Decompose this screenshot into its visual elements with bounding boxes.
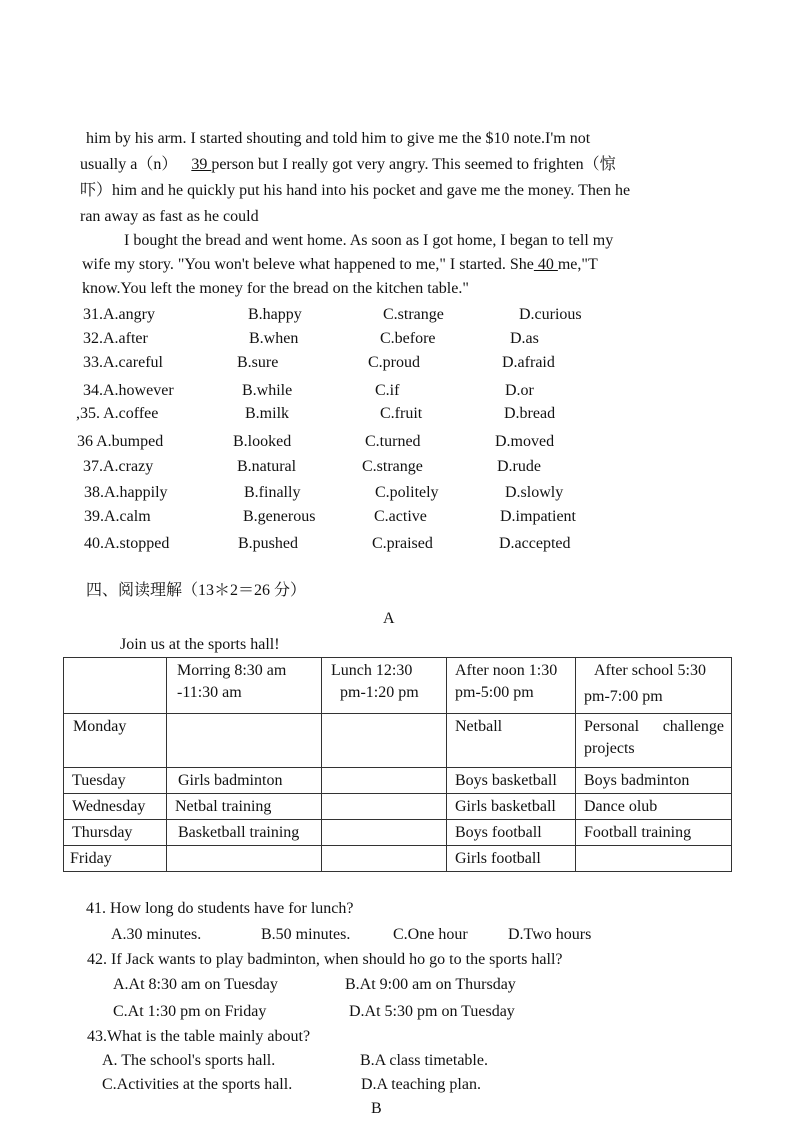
option-31a: 31.A.angry	[83, 306, 155, 323]
passage-line: ran away as fast as he could	[80, 208, 259, 225]
header-lunch-line: pm-1:20 pm	[340, 684, 419, 701]
afternoon-cell: Girls football	[447, 846, 576, 872]
after-school-word: challenge	[662, 718, 724, 735]
table-header-row	[64, 658, 732, 714]
option-35c: C.fruit	[380, 405, 423, 422]
table-intro: Join us at the sports hall!	[120, 636, 280, 653]
question-43: 43.What is the table mainly about?	[87, 1028, 311, 1045]
lunch-cell	[322, 846, 447, 872]
section-heading: 四、阅读理解（13＊2＝26 分）	[86, 582, 307, 599]
passage-line	[82, 257, 598, 273]
after-school-cell: Football training	[576, 820, 732, 846]
table-row	[64, 794, 732, 820]
option-39a: 39.A.calm	[84, 508, 151, 525]
option-35a: ,35. A.coffee	[76, 405, 159, 422]
afternoon-cell: Boys football	[447, 820, 576, 846]
day-cell: Friday	[64, 846, 167, 872]
option-39b: B.generous	[243, 508, 316, 525]
option-37a: 37.A.crazy	[83, 458, 154, 475]
header-lunch-line: Lunch 12:30	[331, 662, 413, 679]
option-36c: C.turned	[365, 433, 421, 450]
after-school-cell	[576, 714, 732, 768]
option-42c: C.At 1:30 pm on Friday	[113, 1003, 267, 1020]
option-31b: B.happy	[248, 306, 302, 323]
afternoon-cell: Boys basketball	[447, 768, 576, 794]
blank-40: 40	[533, 256, 558, 273]
option-33b: B.sure	[237, 354, 279, 371]
afternoon-cell: Netball	[447, 714, 576, 768]
option-36b: B.looked	[233, 433, 292, 450]
option-42a: A.At 8:30 am on Tuesday	[113, 976, 278, 993]
morning-cell	[167, 846, 322, 872]
option-34c: C.if	[375, 382, 400, 399]
after-school-line: projects	[584, 740, 635, 757]
passage-line: him by his arm. I started shouting and told him to give me the $10 note.I'm not	[86, 130, 591, 147]
option-41d: D.Two hours	[508, 926, 592, 943]
option-41b: B.50 minutes.	[261, 926, 351, 943]
lunch-cell	[322, 768, 447, 794]
passage-text: me,"T	[557, 256, 598, 273]
option-40b: B.pushed	[238, 535, 298, 552]
option-34a: 34.A.however	[83, 382, 174, 399]
table-row	[64, 820, 732, 846]
header-afternoon-line: pm-5:00 pm	[455, 684, 534, 701]
option-43d: D.A teaching plan.	[361, 1076, 481, 1093]
header-after-school-line: pm-7:00 pm	[584, 688, 663, 705]
after-school-line	[584, 716, 724, 738]
question-42: 42. If Jack wants to play badminton, when should ho go to the sports hall?	[87, 951, 563, 968]
option-41a: A.30 minutes.	[111, 926, 202, 943]
option-38b: B.finally	[244, 484, 301, 501]
option-41c: C.One hour	[393, 926, 468, 943]
option-42b: B.At 9:00 am on Thursday	[345, 976, 516, 993]
after-school-word: Personal	[584, 718, 640, 735]
option-34b: B.while	[242, 382, 293, 399]
after-school-cell: Dance olub	[576, 794, 732, 820]
option-34d: D.or	[505, 382, 534, 399]
header-morning-line: Morring 8:30 am	[177, 662, 287, 679]
morning-cell: Netbal training	[167, 794, 322, 820]
passage-text: wife my story. "You won't beleve what happened to me," I started. She	[82, 256, 534, 273]
option-38c: C.politely	[375, 484, 439, 501]
passage-text: usually a（n）	[80, 156, 178, 173]
day-cell: Thursday	[64, 820, 167, 846]
header-morning-line: -11:30 am	[177, 684, 242, 701]
option-32c: C.before	[380, 330, 436, 347]
day-cell: Monday	[64, 714, 167, 768]
option-43a: A. The school's sports hall.	[102, 1052, 276, 1069]
passage-line: I bought the bread and went home. As soon as I got home, I began to tell my	[124, 232, 614, 249]
option-35b: B.milk	[245, 405, 290, 422]
table-row	[64, 846, 732, 872]
passage-line: know.You left the money for the bread on the kitchen table."	[82, 280, 469, 297]
option-32b: B.when	[249, 330, 299, 347]
day-cell: Tuesday	[64, 768, 167, 794]
option-32a: 32.A.after	[83, 330, 148, 347]
option-37d: D.rude	[497, 458, 541, 475]
lunch-cell	[322, 714, 447, 768]
option-36d: D.moved	[495, 433, 555, 450]
option-31d: D.curious	[519, 306, 582, 323]
lunch-cell	[322, 820, 447, 846]
morning-cell: Basketball training	[167, 820, 322, 846]
header-afternoon	[447, 658, 576, 714]
option-43c: C.Activities at the sports hall.	[102, 1076, 293, 1093]
option-38d: D.slowly	[505, 484, 564, 501]
option-32d: D.as	[510, 330, 539, 347]
header-morning	[167, 658, 322, 714]
day-cell: Wednesday	[64, 794, 167, 820]
option-40c: C.praised	[372, 535, 433, 552]
option-36a: 36 A.bumped	[77, 433, 164, 450]
after-school-cell: Boys badminton	[576, 768, 732, 794]
option-33a: 33.A.careful	[83, 354, 163, 371]
option-33d: D.afraid	[502, 354, 555, 371]
option-31c: C.strange	[383, 306, 444, 323]
morning-cell: Girls badminton	[167, 768, 322, 794]
option-40d: D.accepted	[499, 535, 571, 552]
after-school-cell	[576, 846, 732, 872]
option-38a: 38.A.happily	[84, 484, 168, 501]
sports-hall-schedule-table	[63, 657, 732, 872]
header-lunch	[322, 658, 447, 714]
table-row	[64, 714, 732, 768]
table-row	[64, 768, 732, 794]
option-43b: B.A class timetable.	[360, 1052, 488, 1069]
question-41: 41. How long do students have for lunch?	[86, 900, 354, 917]
passage-text: person but I really got very angry. This seemed to frighten（惊	[211, 156, 616, 173]
passage-line	[80, 157, 616, 173]
afternoon-cell: Girls basketball	[447, 794, 576, 820]
passage-line: 吓）him and he quickly put his hand into his pocket and gave me the money. Then he	[80, 182, 631, 199]
header-after-school-line: After school 5:30	[594, 662, 706, 679]
header-empty-cell	[64, 658, 167, 714]
option-37b: B.natural	[237, 458, 297, 475]
option-33c: C.proud	[368, 354, 420, 371]
blank-39: 39	[191, 156, 212, 173]
option-39d: D.impatient	[500, 508, 576, 525]
part-b-label: B	[371, 1100, 382, 1117]
option-35d: D.bread	[504, 405, 556, 422]
option-42d: D.At 5:30 pm on Tuesday	[349, 1003, 515, 1020]
header-after-school	[576, 658, 732, 714]
option-37c: C.strange	[362, 458, 423, 475]
morning-cell	[167, 714, 322, 768]
lunch-cell	[322, 794, 447, 820]
part-a-label: A	[383, 610, 395, 627]
header-afternoon-line: After noon 1:30	[455, 662, 558, 679]
option-40a: 40.A.stopped	[84, 535, 170, 552]
option-39c: C.active	[374, 508, 427, 525]
